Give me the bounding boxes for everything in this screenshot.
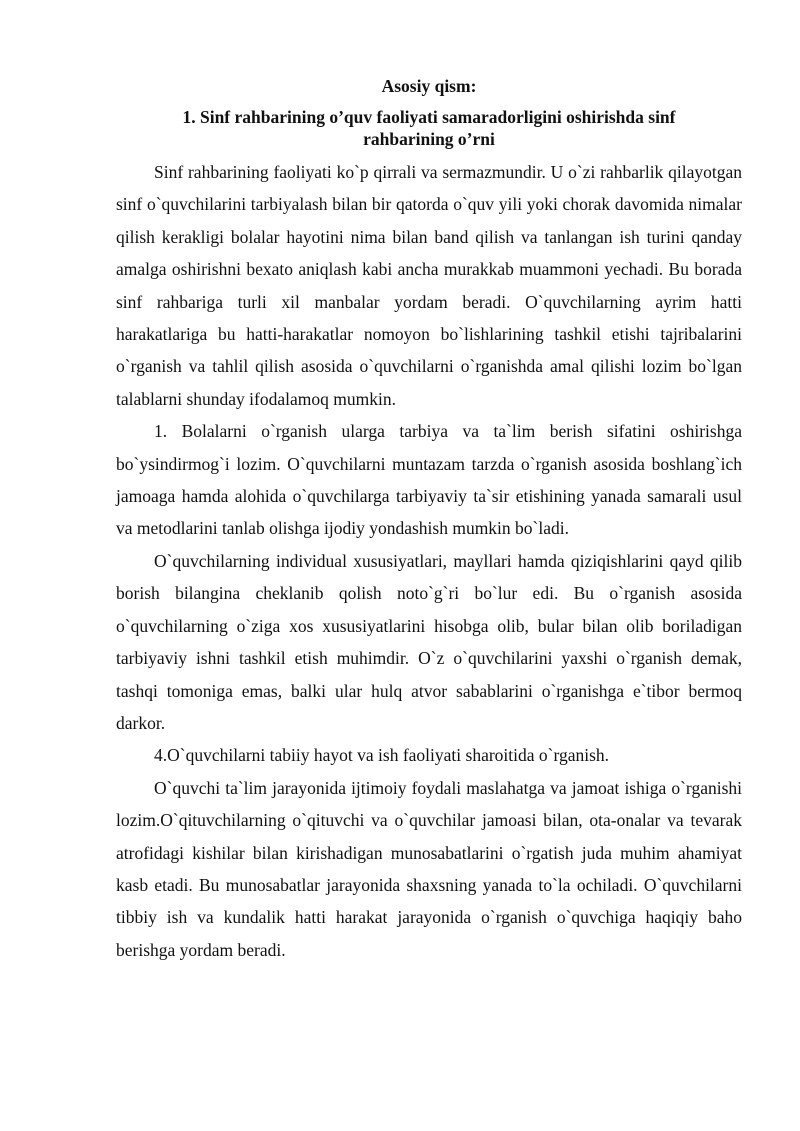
section-heading: Asosiy qism:: [381, 76, 477, 96]
paragraph-intro: Sinf rahbarining faoliyati ko`p qirrali va sermazmundir. U o`zi rahbarlik qilayotgan sinf o`quvchilarini tarbiyalash bilan bir qatorda o`quv yili yoki chorak davomida nimalar qilish kerakligi bolalar hayotini nima bilan band qilish va tanlangan ish turini qanday amalga oshirishni bexato aniqlash kabi ancha murakkab muammoni yechadi. Bu borada sinf rahbariga turli xil manbalar yordam beradi. O`quvchilarning ayrim hatti harakatlariga bu hatti-harakatlar nomoyon bo`lishlarining tashkil etishi tajribalarini o`rganish va tahlil qilish asosida o`quvchilarni o`rganishda amal qilishi lozim bo`lgan talablarni shunday ifodalamoq mumkin.: [116, 162, 742, 409]
section-title: 1. Sinf rahbarining o’quv faoliyati samaradorligini oshirishda sinf rahbarining o’rni: [182, 107, 676, 149]
paragraph-social-learning: O`quvchi ta`lim jarayonida ijtimoiy foydali maslahatga va jamoat ishiga o`rganishi lozim.O`qituvchilarning o`qituvchi va o`quvchilar jamoasi bilan, ota-onalar va tevarak atrofidagi kishilar bilan kirishadigan munosabatlarini o`rgatish juda muhim ahamiyat kasb etadi. Bu munosabatlar jarayonida shaxsning yanada to`la ochiladi. O`quvchilarni tibbiy ish va kundalik hatti harakat jarayonida o`rganish o`quvchiga haqiqiy baho berishga yordam beradi.: [116, 777, 742, 960]
paragraph-point-4: 4.O`quvchilarni tabiiy hayot va ish faoliyati sharoitida o`rganish.: [154, 745, 610, 766]
section-title-wrapper: [116, 106, 742, 150]
document-page: [116, 74, 742, 966]
paragraph-individual-features: O`quvchilarning individual xususiyatlari, mayllari hamda qiziqishlarini qayd qilib borish bilangina cheklanib qolish noto`g`ri bo`lur edi. Bu o`rganish asosida o`quvchilarning o`ziga xos xususiyatlarini hisobga olib, bular bilan olib boriladigan tarbiyaviy ishni tashkil etish muhimdir. O`z o`quvchilarini yaxshi o`rganish demak, tashqi tomoniga emas, balki ular hulq atvor sabablarini o`rganishga e`tibor bermoq darkor.: [116, 550, 742, 733]
paragraph-point-1: 1. Bolalarni o`rganish ularga tarbiya va ta`lim berish sifatini oshirishga bo`ysindirmog`i lozim. O`quvchilarni muntazam tarzda o`rganish asosida boshlang`ich jamoaga hamda alohida o`quvchilarga tarbiyaviy ta`sir etishining yanada samarali usul va metodlarini tanlab olishga ijodiy yondashish mumkin bo`ladi.: [116, 421, 742, 539]
